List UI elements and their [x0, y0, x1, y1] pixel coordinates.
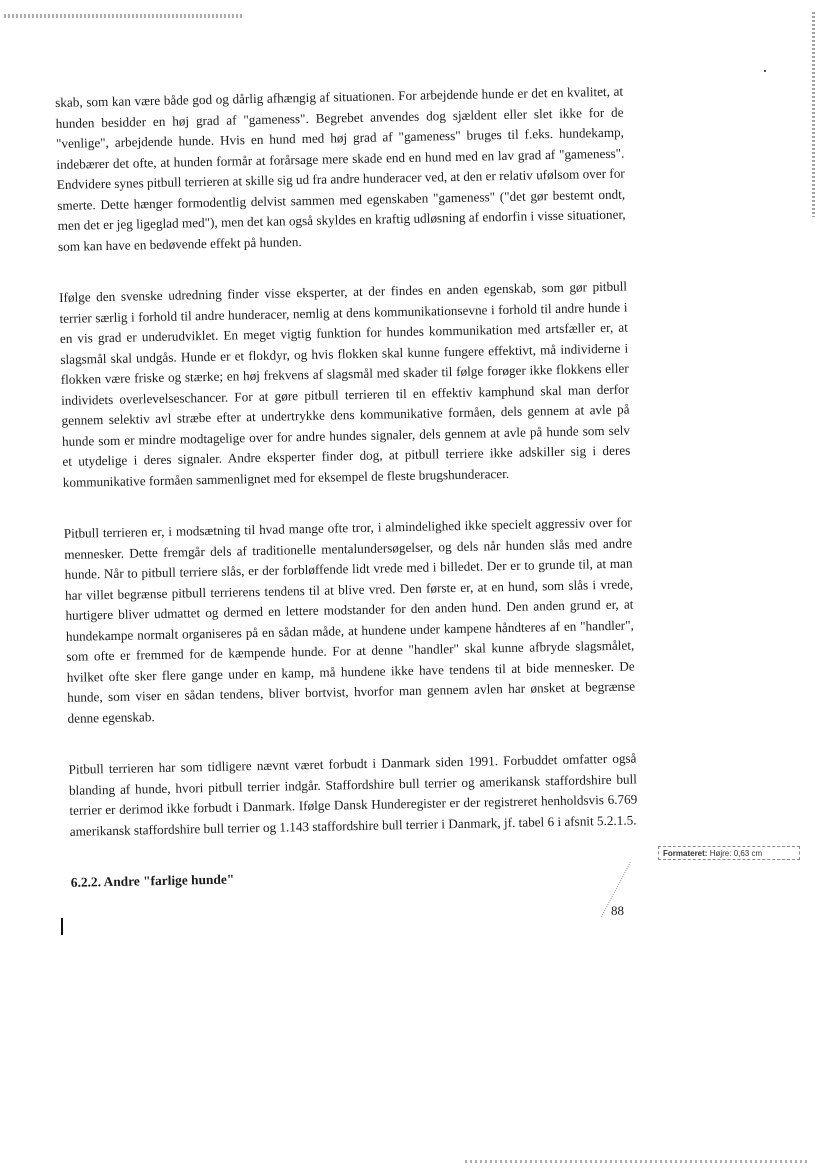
page-number: 88: [611, 903, 624, 918]
paragraph-gameness: skab, som kan være både god og dårlig afhængig af situationen. For arbejdende hunde er det en kvalitet, at hunden besidder en høj grad af "gameness". Begrebet anvendes dog sjældent eller slet ikke for de "venlige", arbejdende hunde. Hvis en hund med høj grad af "gameness" bruges til f.eks. hundekamp, indebærer det ofte, at hunden formår at forårsage mere skade end en hund med en lav grad af "gameness". Endvidere synes pitbull terrieren at skille sig ud fra andre hunderacer ved, at den er relativ ufølsom over for smerte. Dette hænger formodentlig delvist sammen med egenskaben "gameness" ("det gør bestemt ondt, men det er jeg ligeglad med"), men det kan også skyldes en kraftig udløsning af endorfin i visse situationer, som kan have en bedøvende effekt på hunden.: [55, 83, 626, 254]
paragraph-communication: Ifølge den svenske udredning finder visse eksperter, at der findes en anden egenskab, som gør pitbull terrier særlig i forhold til andre hunderacer, nemlig at dens kommunikationsevne i forhold til andre hunde i en vis grad er underudviklet. En meget vigtig funktion for hundes kommunikation med artsfæller er, at slagsmål skal undgås. Hunde er et flokdyr, og hvis flokken skal kunne fungere effektivt, må individerne i flokken være friske og stærke; en høj frekvens af slagsmål med skader til følge forøger ikke flokkens eller individets overlevelseschancer. For at gøre pitbull terrieren til en effektiv kamphund skal man derfor gennem selektiv avl stræbe efter at undertrykke dens kommunikative formåen, dels gennem at avle på hunde som er mindre modtagelige over for andre hundes signaler, dels gennem at avle på hunde som selv et utydelige i deres signaler. Andre eksperter finder dog, at pitbull terriere ikke adskiller sig i deres kommunikative formåen sammenlignet med for eksempel de fleste brugshunderacer.: [58, 278, 631, 490]
paragraph-aggression: Pitbull terrieren er, i modsætning til hvad mange ofte tror, i almindelighed ikke specielt aggressiv over for mennesker. Dette fremgår dels af traditionelle mentalundersøgelser, og dels når hunden slås med andre hunde. Når to pitbull terriere slås, er der forbløffende lidt vrede med i billedet. Der er to grunde til, at man har villet begrænse pitbull terrierens tendens til at blive vred. Den første er, at en hund, som slås i vrede, hurtigere bliver udmattet og dermed en lettere modstander for den anden hund. Den anden grund er, at hundekampe normalt organiseres på en sådan måde, at hundene under kampene håndteres af en "handler", som ofte er fremmed for de kæmpende hunde. For at denne "handler" skal kunne afbryde slagsmålet, hvilket ofte sker flere gange under en kamp, må hundene ikke have tendens til at bide mennesker. De hunde, som viser en sådan tendens, bliver bortvist, hvorfor man gennem avlen har ønsket at begrænse denne egenskab.: [63, 514, 636, 726]
section-heading: 6.2.2. Andre "farlige hunde": [70, 871, 235, 890]
scan-speck: [764, 70, 766, 72]
scan-footer-artifact: [465, 1160, 810, 1163]
comment-text: Højre: 0,63 cm: [709, 849, 763, 858]
change-bar: [61, 918, 63, 935]
body-text: [55, 82, 639, 893]
scan-header-artifact: [4, 14, 242, 18]
scan-margin-artifact: [812, 12, 815, 217]
format-comment-balloon: [658, 846, 800, 860]
paragraph-ban: Pitbull terrieren har som tidligere nævnt været forbudt i Danmark siden 1991. Forbuddet omfatter også blanding af hunde, hvori pitbull terrier indgår. Staffordshire bull terrier og amerikansk staffordshire bull terrier er derimod ikke forbudt i Danmark. Ifølge Dansk Hunderegister er der registreret henholdsvis 6.769 amerikansk staffordshire bull terrier og 1.143 staffordshire bull terrier i Danmark, jf. tabel 6 i afsnit 5.2.1.5.: [68, 750, 638, 839]
comment-label: Formateret:: [663, 849, 708, 858]
